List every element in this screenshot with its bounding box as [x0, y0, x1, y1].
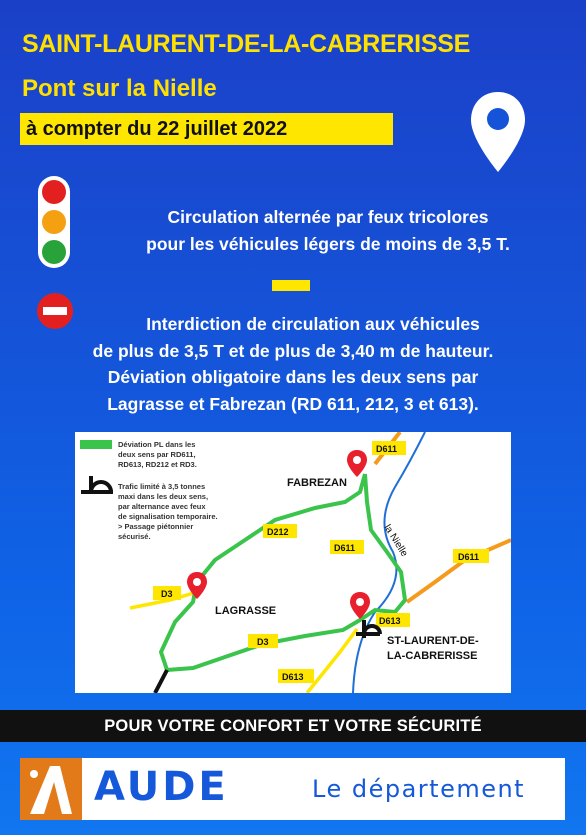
road-south-exit — [155, 670, 167, 693]
label-d212: D212 — [267, 527, 289, 537]
page-subtitle: Pont sur la Nielle — [22, 75, 217, 102]
prohibition-line-3: Déviation obligatoire dans les deux sens par — [107, 367, 479, 387]
date-banner: à compter du 22 juillet 2022 — [20, 113, 393, 145]
page-title: SAINT-LAURENT-DE-LA-CABRERISSE — [22, 30, 470, 58]
legend-green-swatch — [80, 440, 112, 449]
legend-b-text-6: sécurisé. — [118, 532, 151, 541]
bottom-banner: POUR VOTRE CONFORT ET VOTRE SÉCURITÉ — [0, 710, 586, 742]
legend-b-text-3: par alternance avec feux — [118, 502, 206, 511]
label-fabrezan: FABREZAN — [287, 477, 347, 489]
alternating-line-1: Circulation alternée par feux tricolores — [167, 207, 489, 227]
label-stlaurent-2: LA-CABRERISSE — [387, 650, 478, 662]
separator-dash — [272, 280, 310, 291]
label-d613-bottom: D613 — [282, 672, 304, 682]
legend-b-text-4: de signalisation temporaire. — [118, 512, 218, 521]
prohibition-text — [0, 311, 586, 417]
legend-green-text-1: Déviation PL dans les — [118, 440, 196, 449]
label-lagrasse: LAGRASSE — [215, 605, 277, 617]
brand-name: AUDE — [94, 764, 229, 810]
prohibition-line-2: de plus de 3,5 T et de plus de 3,40 m de hauteur. — [92, 340, 494, 361]
prohibition-line-1: Interdiction de circulation aux véhicules — [146, 314, 480, 334]
label-d3-bottom: D3 — [257, 637, 269, 647]
pin-fabrezan-icon — [347, 450, 367, 477]
aude-logo-icon — [20, 758, 82, 820]
label-river: la Nielle — [381, 522, 410, 559]
alternating-line-2: pour les véhicules légers de moins de 3,5 T. — [146, 234, 510, 254]
alternating-traffic-text — [0, 204, 586, 258]
road-d613-south — [307, 629, 357, 693]
prohibition-line-4: Lagrasse et Fabrezan (RD 611, 212, 3 et 613). — [107, 393, 479, 414]
label-d611-top: D611 — [376, 444, 398, 454]
legend-green-text-3: RD613, RD212 et RD3. — [118, 460, 197, 469]
legend-green-text-2: deux sens par RD611, — [118, 450, 196, 459]
label-d611-mid: D611 — [334, 543, 356, 553]
footer-logo — [20, 758, 565, 820]
legend-b-text-5: > Passage piétonnier — [118, 522, 194, 531]
bridge-restriction-icon — [81, 476, 113, 492]
map-drawing — [75, 432, 511, 693]
label-d611-right: D611 — [458, 552, 480, 562]
department-label: Le département — [312, 775, 526, 803]
label-d613-right: D613 — [379, 616, 401, 626]
label-stlaurent-1: ST-LAURENT-DE- — [387, 635, 479, 647]
legend-b-text-2: maxi dans les deux sens, — [118, 492, 209, 501]
deviation-map — [75, 432, 511, 693]
label-d3-left: D3 — [161, 589, 173, 599]
location-pin-icon — [468, 90, 528, 176]
legend-b-text-1: Trafic limité à 3,5 tonnes — [118, 482, 206, 491]
